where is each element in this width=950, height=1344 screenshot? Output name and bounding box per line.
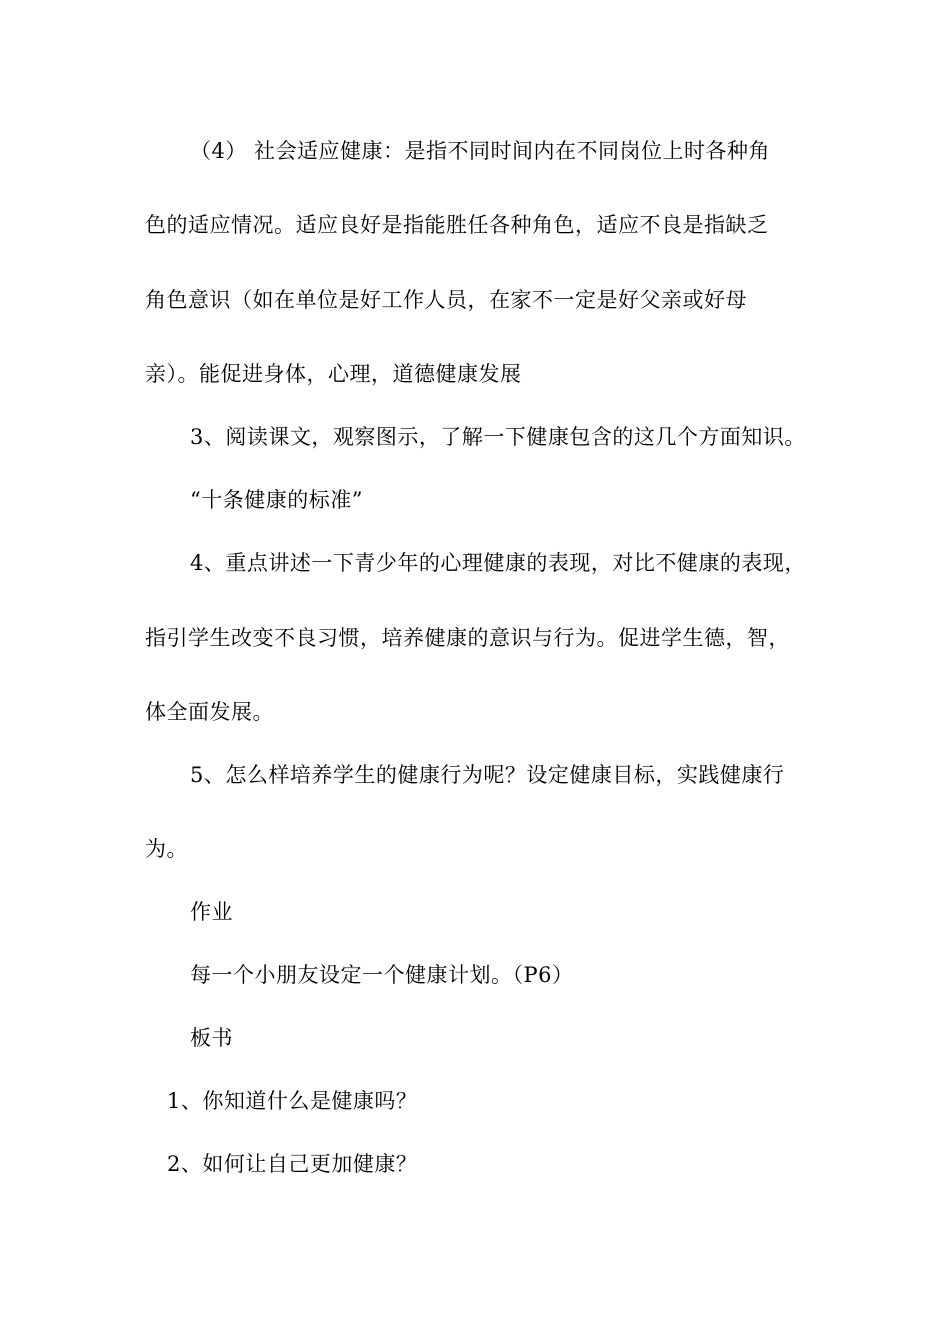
paragraph-step-5-line-1: 5、怎么样培养学生的健康行为呢？设定健康目标，实践健康行 [190, 763, 785, 787]
paragraph-step-5-line-2: 为。 [145, 837, 188, 861]
blackboard-item-1: 1、你知道什么是健康吗？ [167, 1089, 418, 1113]
paragraph-step-4-line-2: 指引学生改变不良习惯，培养健康的意识与行为。促进学生德，智， [145, 626, 790, 650]
paragraph-social-health-line-1: （4） 社会适应健康：是指不同时间内在不同岗位上时各种角 [190, 139, 771, 163]
paragraph-step-4-line-1: 4、重点讲述一下青少年的心理健康的表现，对比不健康的表现， [190, 551, 806, 575]
blackboard-item-2: 2、如何让自己更加健康？ [167, 1152, 418, 1176]
homework-heading: 作业 [190, 900, 233, 924]
paragraph-social-health-line-3: 角色意识（如在单位是好工作人员，在家不一定是好父亲或好母 [145, 288, 747, 312]
blackboard-heading: 板书 [190, 1026, 233, 1050]
paragraph-social-health-line-4: 亲）。能促进身体，心理，道德健康发展 [145, 362, 522, 386]
ten-health-standards: “十条健康的标准” [190, 488, 363, 512]
paragraph-step-3: 3、阅读课文，观察图示，了解一下健康包含的这几个方面知识。 [190, 425, 806, 449]
homework-content: 每一个小朋友设定一个健康计划。（P6） [190, 963, 574, 987]
paragraph-social-health-line-2: 色的适应情况。适应良好是指能胜任各种角色，适应不良是指缺乏 [145, 213, 769, 237]
paragraph-step-4-line-3: 体全面发展。 [145, 700, 274, 724]
